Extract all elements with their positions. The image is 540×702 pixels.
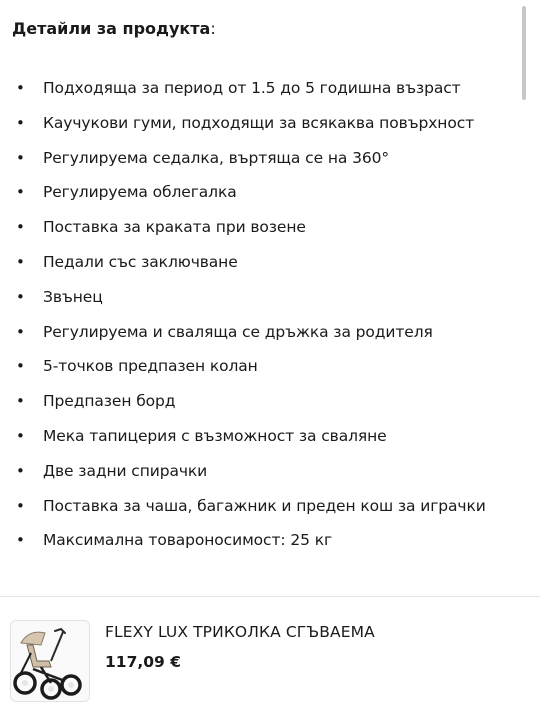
feature-text: Каучукови гуми, подходящи за всякаква повърхност [43,113,475,132]
feature-text: Максимална товароносимост: 25 кг [43,531,332,550]
bullet-icon: • [16,79,25,97]
bullet-icon: • [16,496,25,515]
product-thumbnail[interactable] [10,620,90,702]
feature-text: Регулируема облегалка [43,183,237,202]
bullet-icon: • [16,287,25,306]
bullet-icon: • [16,461,25,480]
details-heading [12,18,216,40]
product-summary-bar[interactable] [0,597,540,699]
bullet-icon: • [16,426,25,445]
feature-text: Две задни спирачки [43,461,208,480]
feature-text: Педали със заключване [43,252,238,271]
scrollbar[interactable] [518,0,528,590]
feature-text: Подходяща за период от 1.5 до 5 годишна възраст [43,79,461,97]
feature-text: Предпазен борд [43,392,176,411]
tricycle-icon [11,621,89,701]
feature-text: Звънец [43,287,103,306]
bullet-icon: • [16,148,25,167]
feature-text: Поставка за чаша, багажник и преден кош за играчки [43,496,486,515]
bullet-icon: • [16,531,25,550]
bullet-icon: • [16,218,25,237]
details-heading-suffix: : [210,19,216,38]
feature-text: Регулируема седалка, въртяща се на 360° [43,148,390,167]
bullet-icon: • [16,252,25,271]
bullet-icon: • [16,183,25,202]
product-price: 117,09 € [105,653,181,671]
bullet-icon: • [16,392,25,411]
feature-text: Регулируема и сваляща се дръжка за родителя [43,322,433,341]
bullet-icon: • [16,357,25,376]
product-title[interactable]: FLEXY LUX ТРИКОЛКА СГЪВАЕМА [105,623,375,641]
bullet-icon: • [16,322,25,341]
scrollbar-thumb[interactable] [522,6,526,100]
bullet-icon: • [16,113,25,132]
feature-text: Мека тапицерия с възможност за сваляне [43,426,387,445]
details-heading-label: Детайли за продукта [12,19,211,38]
feature-text: Поставка за краката при возене [43,218,306,237]
feature-text: 5-точков предпазен колан [43,357,258,376]
